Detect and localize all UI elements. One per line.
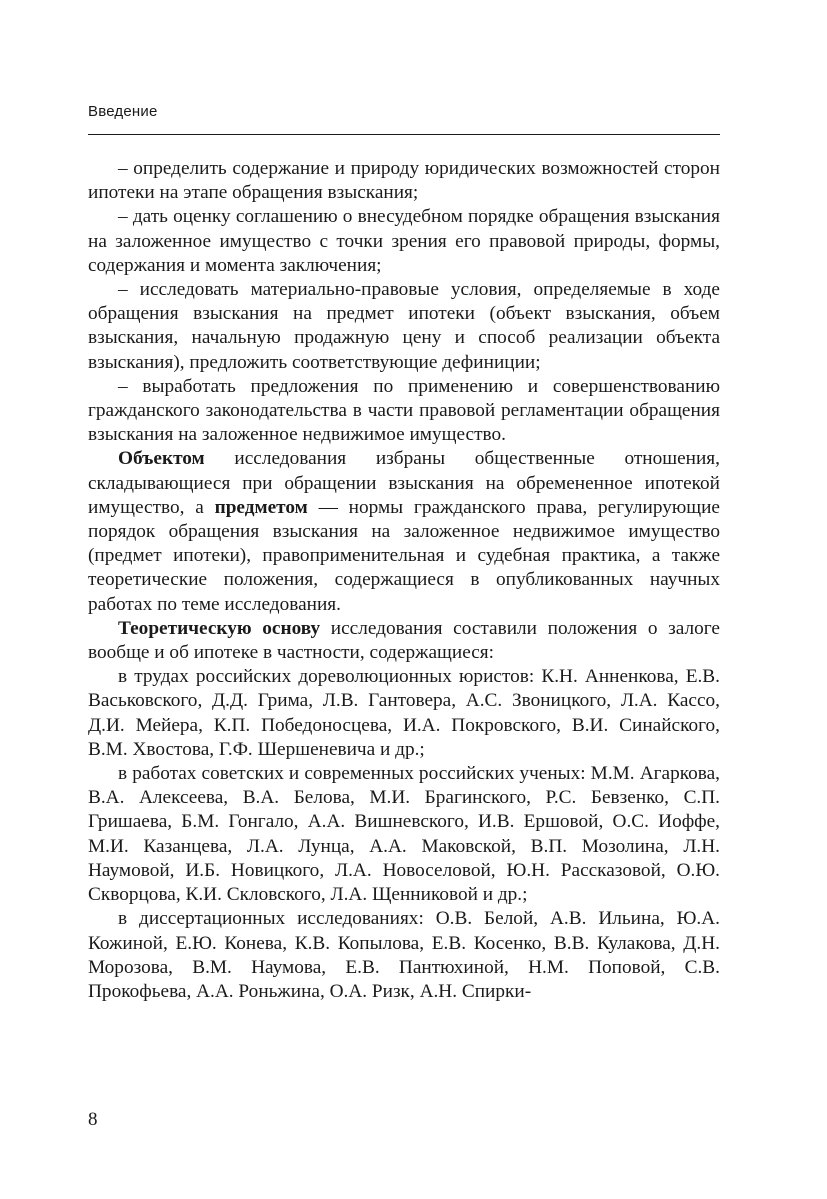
paragraph-text: в диссертационных исследованиях: О.В. Белой, А.В. Ильина, Ю.А. Кожиной, Е.Ю. Конева, К.В. Копылова, Е.В. Косенко, В.В. Кулакова, Д.Н. Морозова, В.М. Наумова, Е.В. Пантюхиной, Н.М. Поповой, С.В. Прокофьева, А.А. Роньжина, О.А. Ризк, А.Н. Спирки- — [88, 908, 720, 1002]
body-text — [88, 157, 720, 1004]
theory-paragraph — [88, 617, 720, 665]
paragraph-text: в трудах российских дореволюционных юристов: К.Н. Анненкова, Е.В. Васьковского, Д.Д. Грима, Л.В. Гантовера, А.С. Звоницкого, Л.А. Кассо, Д.И. Мейера, К.П. Победоносцева, И.А. Покровского, В.И. Синайского, В.М. Хвостова, Г.Ф. Шершеневича и др.; — [88, 666, 720, 760]
list-item — [88, 278, 720, 375]
header-divider — [88, 134, 720, 135]
sources-paragraph — [88, 665, 720, 762]
sources-paragraph — [88, 762, 720, 907]
running-head: Введение — [88, 103, 158, 120]
sources-paragraph — [88, 907, 720, 1004]
paragraph-text: — нормы гражданского права, регулирующие порядок обращения взыскания на заложенное недвижимое имущество (предмет ипотеки), правоприменительная и судебная практика, а также теоретические положения, содержащиеся в опубликованных научных работах по теме исследования. — [88, 496, 720, 615]
paragraph-text: исследования составили положения о залоге вообще и об ипотеке в частности, содержащиеся: — [88, 617, 720, 664]
bold-term: Объектом — [118, 448, 205, 470]
object-paragraph — [88, 447, 720, 616]
paragraph-text: – дать оценку соглашению о внесудебном порядке обращения взыскания на заложенное имущество с точки зрения его правовой природы, формы, содержания и момента заключения; — [88, 206, 720, 276]
list-item — [88, 375, 720, 448]
paragraph-text: – выработать предложения по применению и совершенствованию гражданского законодательства в части правовой регламентации обращения взыскания на заложенное недвижимое имущество. — [88, 375, 720, 446]
list-item — [88, 205, 720, 278]
paragraph-text: исследования избраны общественные отношения, складывающиеся при обращении взыскания на обремененное ипотекой имущество, а — [88, 448, 720, 518]
page-number: 8 — [88, 1109, 98, 1130]
paragraph-text: – исследовать материально-правовые условия, определяемые в ходе обращения взыскания на предмет ипотеки (объект взыскания, объем взыскания, начальную продажную цену и способ реализации объекта взыскания), предложить соответствующие дефиниции; — [88, 279, 720, 373]
paragraph-text: в работах советских и современных российских ученых: М.М. Агаркова, В.А. Алексеева, В.А. Белова, М.И. Брагинского, Р.С. Бевзенко, С.П. Гришаева, Б.М. Гонгало, А.А. Вишневского, И.В. Ершовой, О.С. Иоффе, М.И. Казанцева, Л.А. Лунца, А.А. Маковской, В.П. Мозолина, Л.Н. Наумовой, И.Б. Новицкого, Л.А. Новоселовой, Ю.Н. Рассказовой, О.Ю. Скворцова, К.И. Скловского, Л.А. Щенниковой и др.; — [88, 763, 720, 906]
list-item — [88, 157, 720, 205]
bold-term: предметом — [214, 496, 308, 518]
bold-term: Теоретическую основу — [118, 617, 321, 639]
paragraph-text: – определить содержание и природу юридических возможностей сторон ипотеки на этапе обращения взыскания; — [88, 158, 720, 204]
